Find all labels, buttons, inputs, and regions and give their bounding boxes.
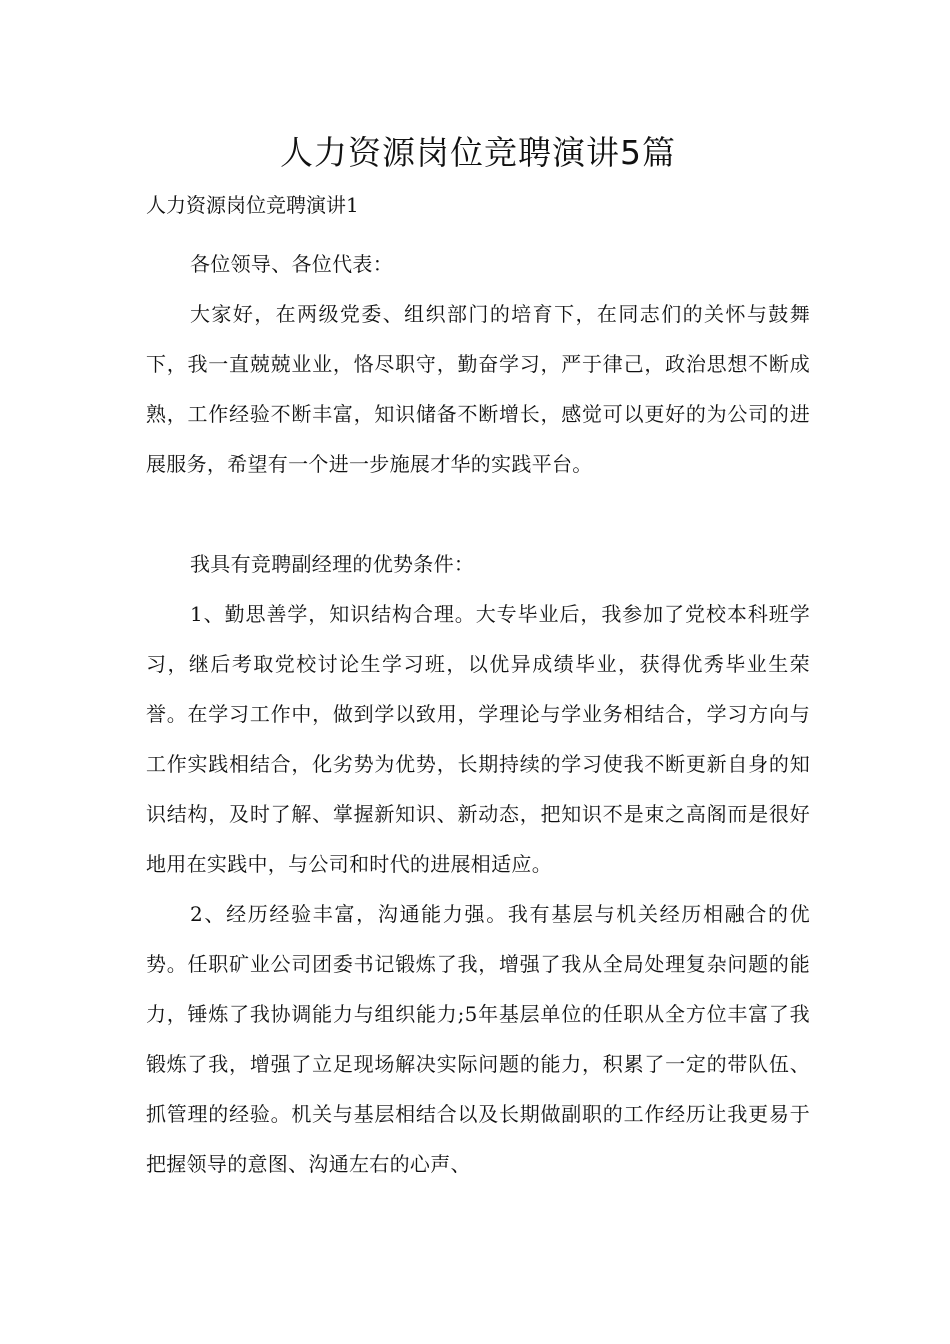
advantage-1-paragraph: 1、勤思善学，知识结构合理。大专毕业后，我参加了党校本科班学习，继后考取党校讨论生学习班，以优异成绩毕业，获得优秀毕业生荣誉。在学习工作中，做到学以致用，学理论与学业务相结合，学习方向与工作实践相结合，化劣势为优势，长期持续的学习使我不断更新自身的知识结构，及时了解、掌握新知识、新动态，把知识不是束之高阁而是很好地用在实践中，与公司和时代的进展相适应。 xyxy=(146,602,810,876)
document-title: 人力资源岗位竞聘演讲5篇 xyxy=(280,133,676,172)
document-page xyxy=(146,128,810,1189)
advantage-2-paragraph: 2、经历经验丰富，沟通能力强。我有基层与机关经历相融合的优势。任职矿业公司团委书记锻炼了我，增强了我从全局处理复杂问题的能力，锤炼了我协调能力与组织能力;5年基层单位的任职从全方位丰富了我锻炼了我，增强了立足现场解决实际问题的能力，积累了一定的带队伍、抓管理的经验。机关与基层相结合以及长期做副职的工作经历让我更易于把握领导的意图、沟通左右的心声、 xyxy=(146,902,810,1176)
advantages-heading-paragraph: 我具有竞聘副经理的优势条件： xyxy=(190,552,475,576)
intro-paragraph: 大家好，在两级党委、组织部门的培育下，在同志们的关怀与鼓舞下，我一直兢兢业业，恪尽职守，勤奋学习，严于律己，政治思想不断成熟，工作经验不断丰富，知识储备不断增长，感觉可以更好的为公司的进展服务，希望有一个进一步施展才华的实践平台。 xyxy=(146,302,810,476)
salutation-paragraph: 各位领导、各位代表： xyxy=(190,252,393,276)
section-heading: 人力资源岗位竞聘演讲1 xyxy=(146,193,359,217)
